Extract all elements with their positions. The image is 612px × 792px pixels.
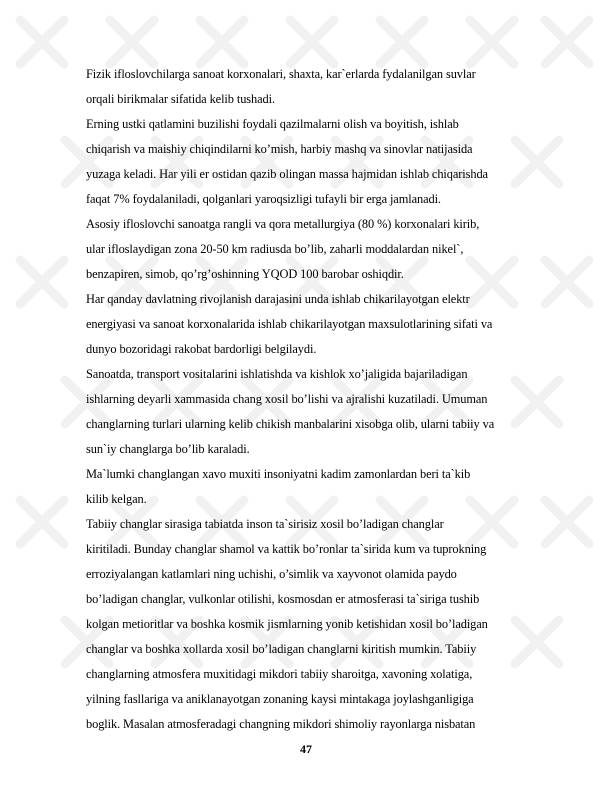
text-line: ular ifloslaydigan zona 20-50 km radiusda bo’lib, zaharli moddalardan nikel`, bbox=[86, 242, 464, 256]
text-line: benzapiren, simob, qo’rg’oshinning YQOD 100 barobar oshiqdir. bbox=[86, 267, 404, 281]
text-line: bo’ladigan changlar, vulkonlar otilishi, kosmosdan er atmosferasi ta`siriga tushib bbox=[86, 592, 480, 606]
text-line: yilning fasllariga va aniklanayotgan zonaning kaysi mintakaga joylashganligiga bbox=[86, 692, 474, 706]
text-line: boglik. Masalan atmosferadagi changning mikdori shimoliy rayonlarga nisbatan bbox=[86, 717, 476, 731]
text-line: kilib kelgan. bbox=[86, 492, 147, 506]
text-line: ishlarning deyarli xammasida chang xosil bo’lishi va ajralishi kuzatiladi. Umuman bbox=[86, 392, 488, 406]
text-line: Sanoatda, transport vositalarini ishlatishda va kishlok xo’jaligida bajariladigan bbox=[86, 367, 468, 381]
text-line: Erning ustki qatlamini buzilishi foydali qazilmalarni olish va boyitish, ishlab bbox=[86, 117, 459, 131]
text-line: kolgan metioritlar va boshka kosmik jismlarning yonib ketishidan xosil bo’ladigan bbox=[86, 617, 488, 631]
text-line: Fizik ifloslovchilarga sanoat korxonalari, shaxta, kar`erlarda fydalanilgan suvlar bbox=[86, 67, 476, 81]
text-line: dunyo bozoridagi rakobat bardorligi belgilaydi. bbox=[86, 342, 317, 356]
page-number: 47 bbox=[300, 742, 312, 756]
text-line: changlarning atmosfera muxitidagi mikdori tabiiy sharoitga, xavoning xolatiga, bbox=[86, 667, 473, 681]
text-line: Har qanday davlatning rivojlanish darajasini unda ishlab chikarilayotgan elektr bbox=[86, 292, 470, 306]
text-line: Tabiiy changlar sirasiga tabiatda inson ta`sirisiz xosil bo’ladigan changlar bbox=[86, 517, 444, 531]
text-line: sun`iy changlarga bo’lib karaladi. bbox=[86, 442, 250, 456]
text-line: energiyasi va sanoat korxonalarida ishlab chikarilayotgan maxsulotlarining sifati va bbox=[86, 317, 493, 331]
text-line: changlar va boshka xollarda xosil bo’ladigan changlarni kiritish mumkin. Tabiiy bbox=[86, 642, 477, 656]
text-line: chiqarish va maishiy chiqindilarni ko’mish, harbiy mashq va sinovlar natijasida bbox=[86, 142, 473, 156]
text-line: orqali birikmalar sifatida kelib tushadi. bbox=[86, 92, 275, 106]
text-line: kiritiladi. Bunday changlar shamol va kattik bo’ronlar ta`sirida kum va tuprokning bbox=[86, 542, 487, 556]
text-line: yuzaga keladi. Har yili er ostidan qazib olingan massa hajmidan ishlab chiqarishda bbox=[86, 167, 488, 181]
text-line: changlarning turlari ularning kelib chikish manbalarini xisobga olib, ularni tabiiy va bbox=[86, 417, 495, 431]
text-line: Asosiy ifloslovchi sanoatga rangli va qora metallurgiya (80 %) korxonalari kirib, bbox=[86, 217, 480, 231]
text-line: erroziyalangan katlamlari ning uchishi, o’simlik va xayvonot olamida paydo bbox=[86, 567, 457, 581]
text-line: faqat 7% foydalaniladi, qolganlari yaroqsizligi tufayli bir erga jamlanadi. bbox=[86, 192, 441, 206]
text-line: Ma`lumki changlangan xavo muxiti insoniyatni kadim zamonlardan beri ta`kib bbox=[86, 467, 471, 481]
